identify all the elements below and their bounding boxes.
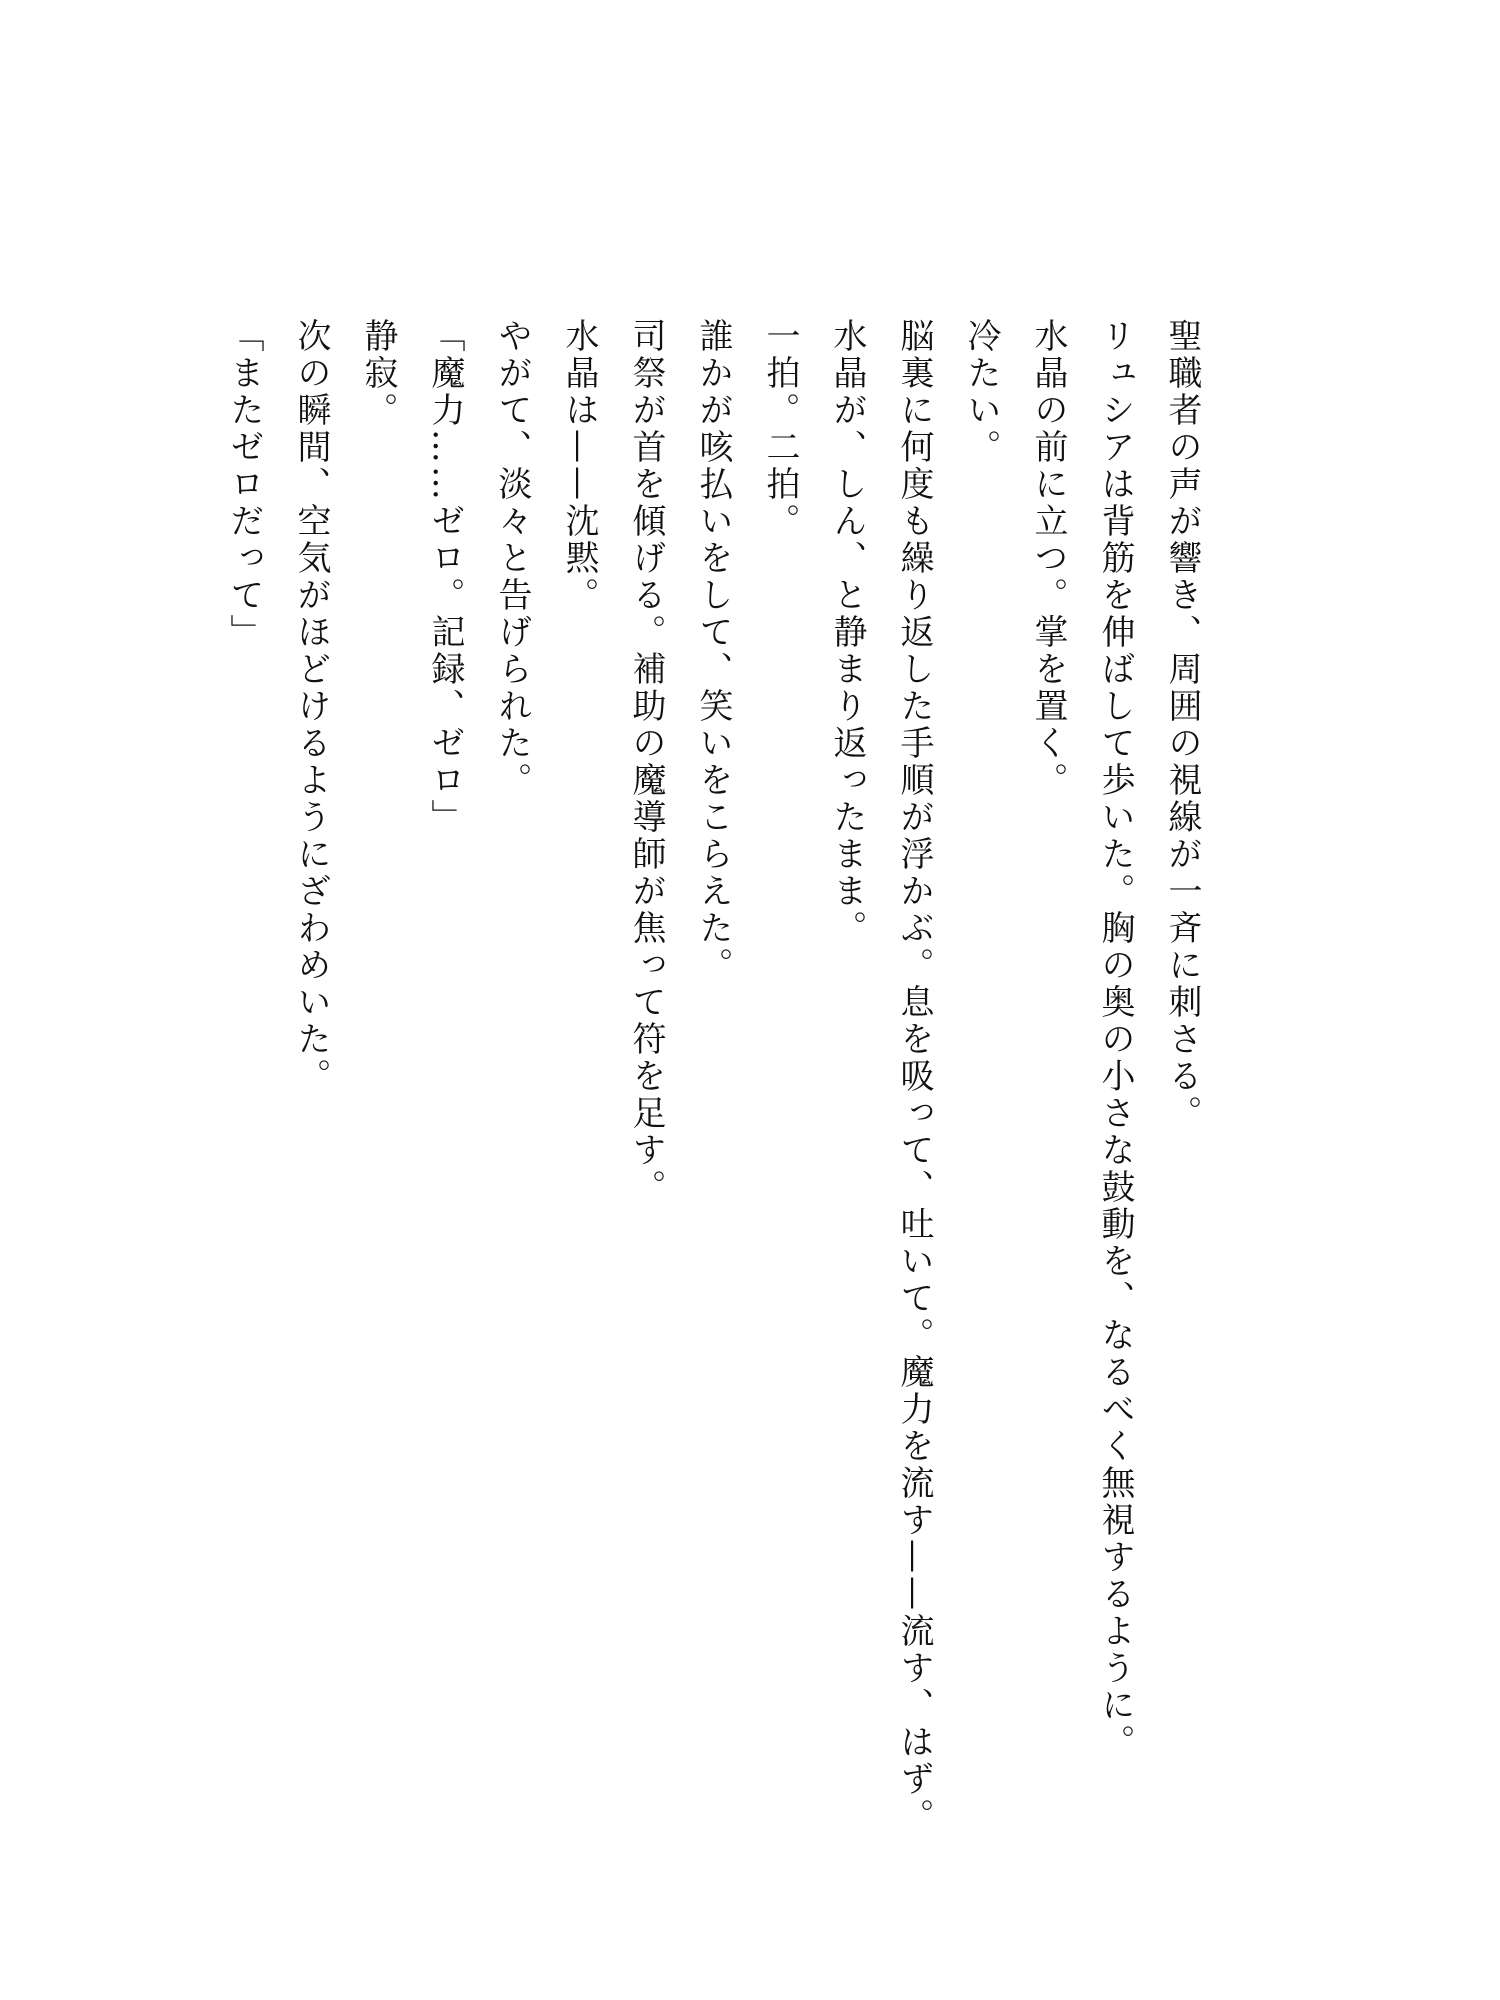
text-line: 「魔力……ゼロ。記録、ゼロ」 bbox=[425, 318, 465, 836]
text-line: 水晶が、しん、と静まり返ったまま。 bbox=[827, 318, 867, 947]
text-line: リュシアは背筋を伸ばして歩いた。胸の奥の小さな鼓動を、なるべく無視するように。 bbox=[1095, 318, 1135, 1761]
text-line: 「またゼロだって」 bbox=[224, 318, 264, 651]
text-line: 誰かが咳払いをして、笑いをこらえた。 bbox=[693, 318, 733, 984]
text-line: 脳裏に何度も繰り返した手順が浮かぶ。息を吸って、吐いて。魔力を流す——流す、はず。 bbox=[894, 318, 934, 1835]
vertical-text-body bbox=[210, 318, 1215, 1835]
text-line: 司祭が首を傾げる。補助の魔導師が焦って符を足す。 bbox=[626, 318, 666, 1206]
text-line: 静寂。 bbox=[358, 318, 398, 429]
text-line: 水晶の前に立つ。掌を置く。 bbox=[1028, 318, 1068, 799]
text-line: やがて、淡々と告げられた。 bbox=[492, 318, 532, 799]
text-line: 一拍。二拍。 bbox=[760, 318, 800, 540]
text-line: 次の瞬間、空気がほどけるようにざわめいた。 bbox=[291, 318, 331, 1095]
text-line: 水晶は——沈黙。 bbox=[559, 318, 599, 614]
text-line: 冷たい。 bbox=[961, 318, 1001, 466]
text-line: 聖職者の声が響き、周囲の視線が一斉に刺さる。 bbox=[1162, 318, 1202, 1132]
